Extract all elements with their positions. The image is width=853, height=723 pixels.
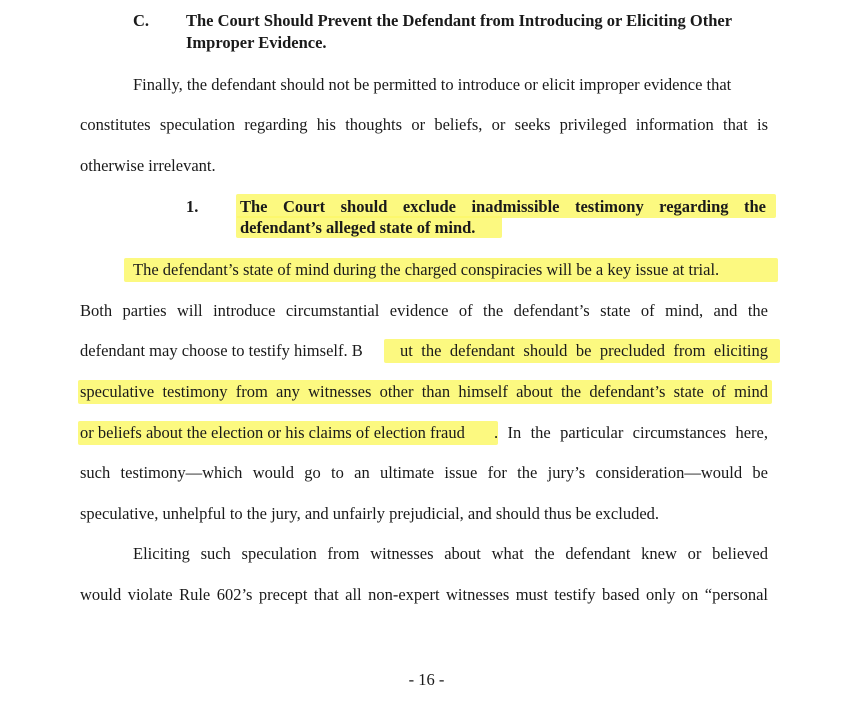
paragraph2-line1: The defendant’s state of mind during the charged conspiracies will be a key issue at trial.: [133, 260, 720, 279]
paragraph3-line1: Eliciting such speculation from witnesses about what the defendant knew or believed: [133, 544, 768, 563]
section-c-title-line1: The Court Should Prevent the Defendant from Introducing or Eliciting Other: [186, 11, 733, 30]
paragraph1-line3: otherwise irrelevant.: [80, 156, 216, 175]
paragraph2-line6: such testimony—which would go to an ultimate issue for the jury’s consideration—would be: [80, 463, 768, 482]
paragraph2-line5-end: . In the particular circumstances here,: [494, 423, 768, 442]
paragraph2-line3-start: defendant may choose to testify himself. B: [80, 341, 363, 360]
subsection-1-title-line1: The Court should exclude inadmissible testimony regarding the: [240, 197, 766, 216]
paragraph1-line2: constitutes speculation regarding his thoughts or beliefs, or seeks privileged information that is: [80, 115, 768, 134]
paragraph3-line2: would violate Rule 602’s precept that all non-expert witnesses must testify based only on “personal: [80, 585, 768, 604]
subsection-1-label: 1.: [186, 197, 199, 216]
section-c-label: C.: [133, 11, 150, 30]
paragraph2-line7: speculative, unhelpful to the jury, and unfairly prejudicial, and should thus be excluded.: [80, 504, 660, 523]
paragraph2-line3-end: ut the defendant should be precluded from eliciting: [400, 341, 768, 360]
paragraph1-line1: Finally, the defendant should not be permitted to introduce or elicit improper evidence that: [133, 75, 732, 94]
section-c-title-line2: Improper Evidence.: [186, 33, 327, 52]
page-number: - 16 -: [408, 670, 445, 689]
paragraph2-line2: Both parties will introduce circumstantial evidence of the defendant’s state of mind, and the: [80, 301, 768, 320]
paragraph2-line4: speculative testimony from any witnesses other than himself about the defendant’s state of mind: [80, 382, 768, 401]
paragraph2-line5-start: or beliefs about the election or his claims of election fraud: [80, 423, 465, 442]
subsection-1-title-line2: defendant’s alleged state of mind.: [240, 218, 476, 237]
